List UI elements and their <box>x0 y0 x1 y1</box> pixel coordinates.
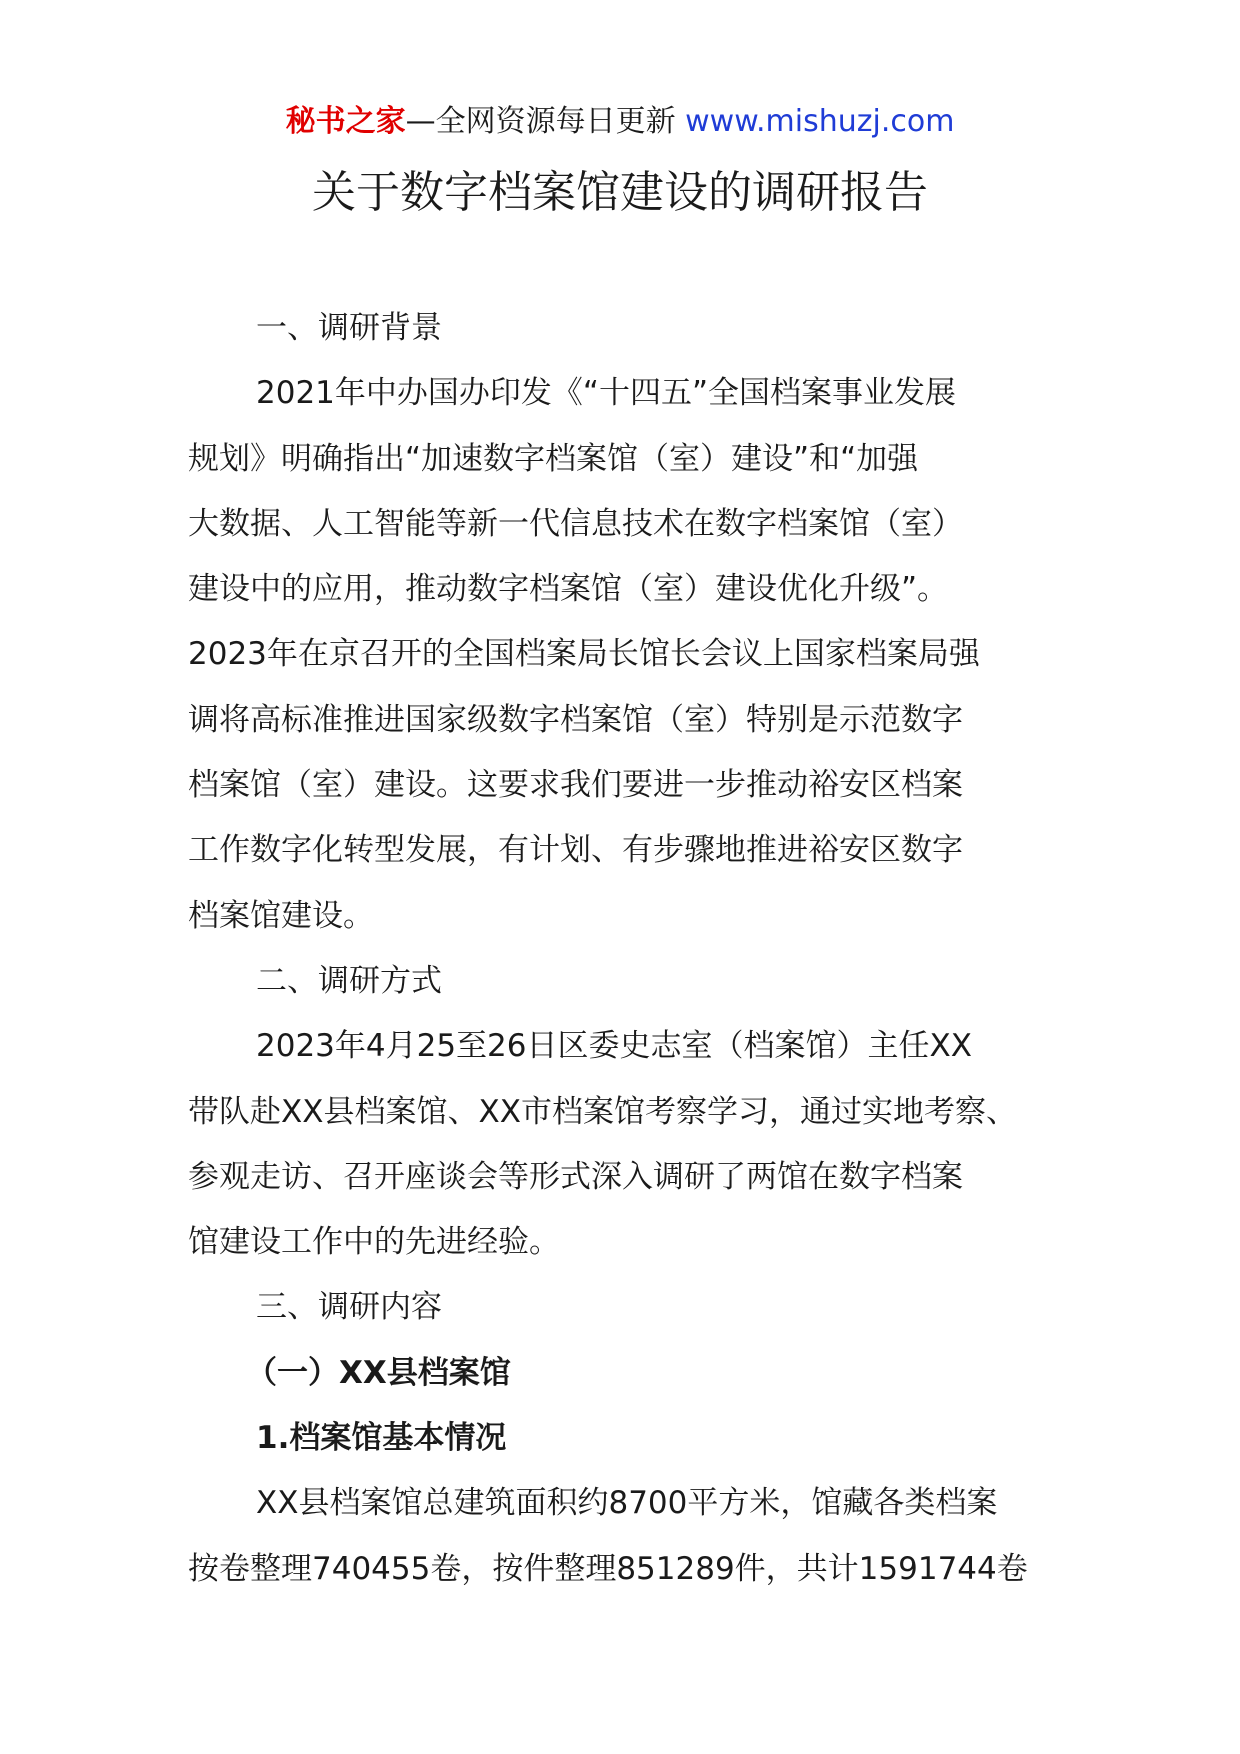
site-header <box>0 100 1240 144</box>
section-heading-content: 三、调研内容 <box>256 1289 442 1326</box>
paragraph-line: 带队赴XX县档案馆、XX市档案馆考察学习，通过实地考察、 <box>188 1093 1017 1130</box>
paragraph-line: 2023年4月25至26日区委史志室（档案馆）主任XX <box>256 1028 972 1065</box>
paragraph-line: 建设中的应用，推动数字档案馆（室）建设优化升级”。 <box>188 571 949 608</box>
paragraph-line: 馆建设工作中的先进经验。 <box>188 1224 560 1261</box>
document-title: 关于数字档案馆建设的调研报告 <box>312 167 928 218</box>
paragraph-line: 调将高标准推进国家级数字档案馆（室）特别是示范数字 <box>188 701 963 738</box>
site-tagline: —全网资源每日更新 <box>405 104 676 139</box>
paragraph-line: 按卷整理740455卷，按件整理851289件，共计1591744卷 <box>188 1550 1028 1587</box>
paragraph-line: 参观走访、召开座谈会等形式深入调研了两馆在数字档案 <box>188 1158 963 1195</box>
subsection-heading-basic-info: 1.档案馆基本情况 <box>256 1420 507 1457</box>
site-url-link[interactable]: www.mishuzj.com <box>685 104 955 139</box>
paragraph-line: 规划》明确指出“加速数字档案馆（室）建设”和“加强 <box>188 440 919 477</box>
subsection-heading-county-archive: （一）XX县档案馆 <box>246 1354 511 1391</box>
paragraph-line: 2021年中办国办印发《“十四五”全国档案事业发展 <box>256 375 957 412</box>
site-brand: 秘书之家 <box>285 104 406 139</box>
paragraph-line: 2023年在京召开的全国档案局长馆长会议上国家档案局强 <box>188 636 980 673</box>
document-body <box>188 296 1088 1602</box>
paragraph-line: 工作数字化转型发展，有计划、有步骤地推进裕安区数字 <box>188 832 963 869</box>
paragraph-line: 档案馆建设。 <box>188 897 374 934</box>
paragraph-line: 档案馆（室）建设。这要求我们要进一步推动裕安区档案 <box>188 767 963 804</box>
section-heading-background: 一、调研背景 <box>256 310 442 346</box>
section-heading-method: 二、调研方式 <box>256 962 442 999</box>
paragraph-line: 大数据、人工智能等新一代信息技术在数字档案馆（室） <box>188 505 963 542</box>
paragraph-line: XX县档案馆总建筑面积约8700平方米，馆藏各类档案 <box>256 1485 998 1522</box>
